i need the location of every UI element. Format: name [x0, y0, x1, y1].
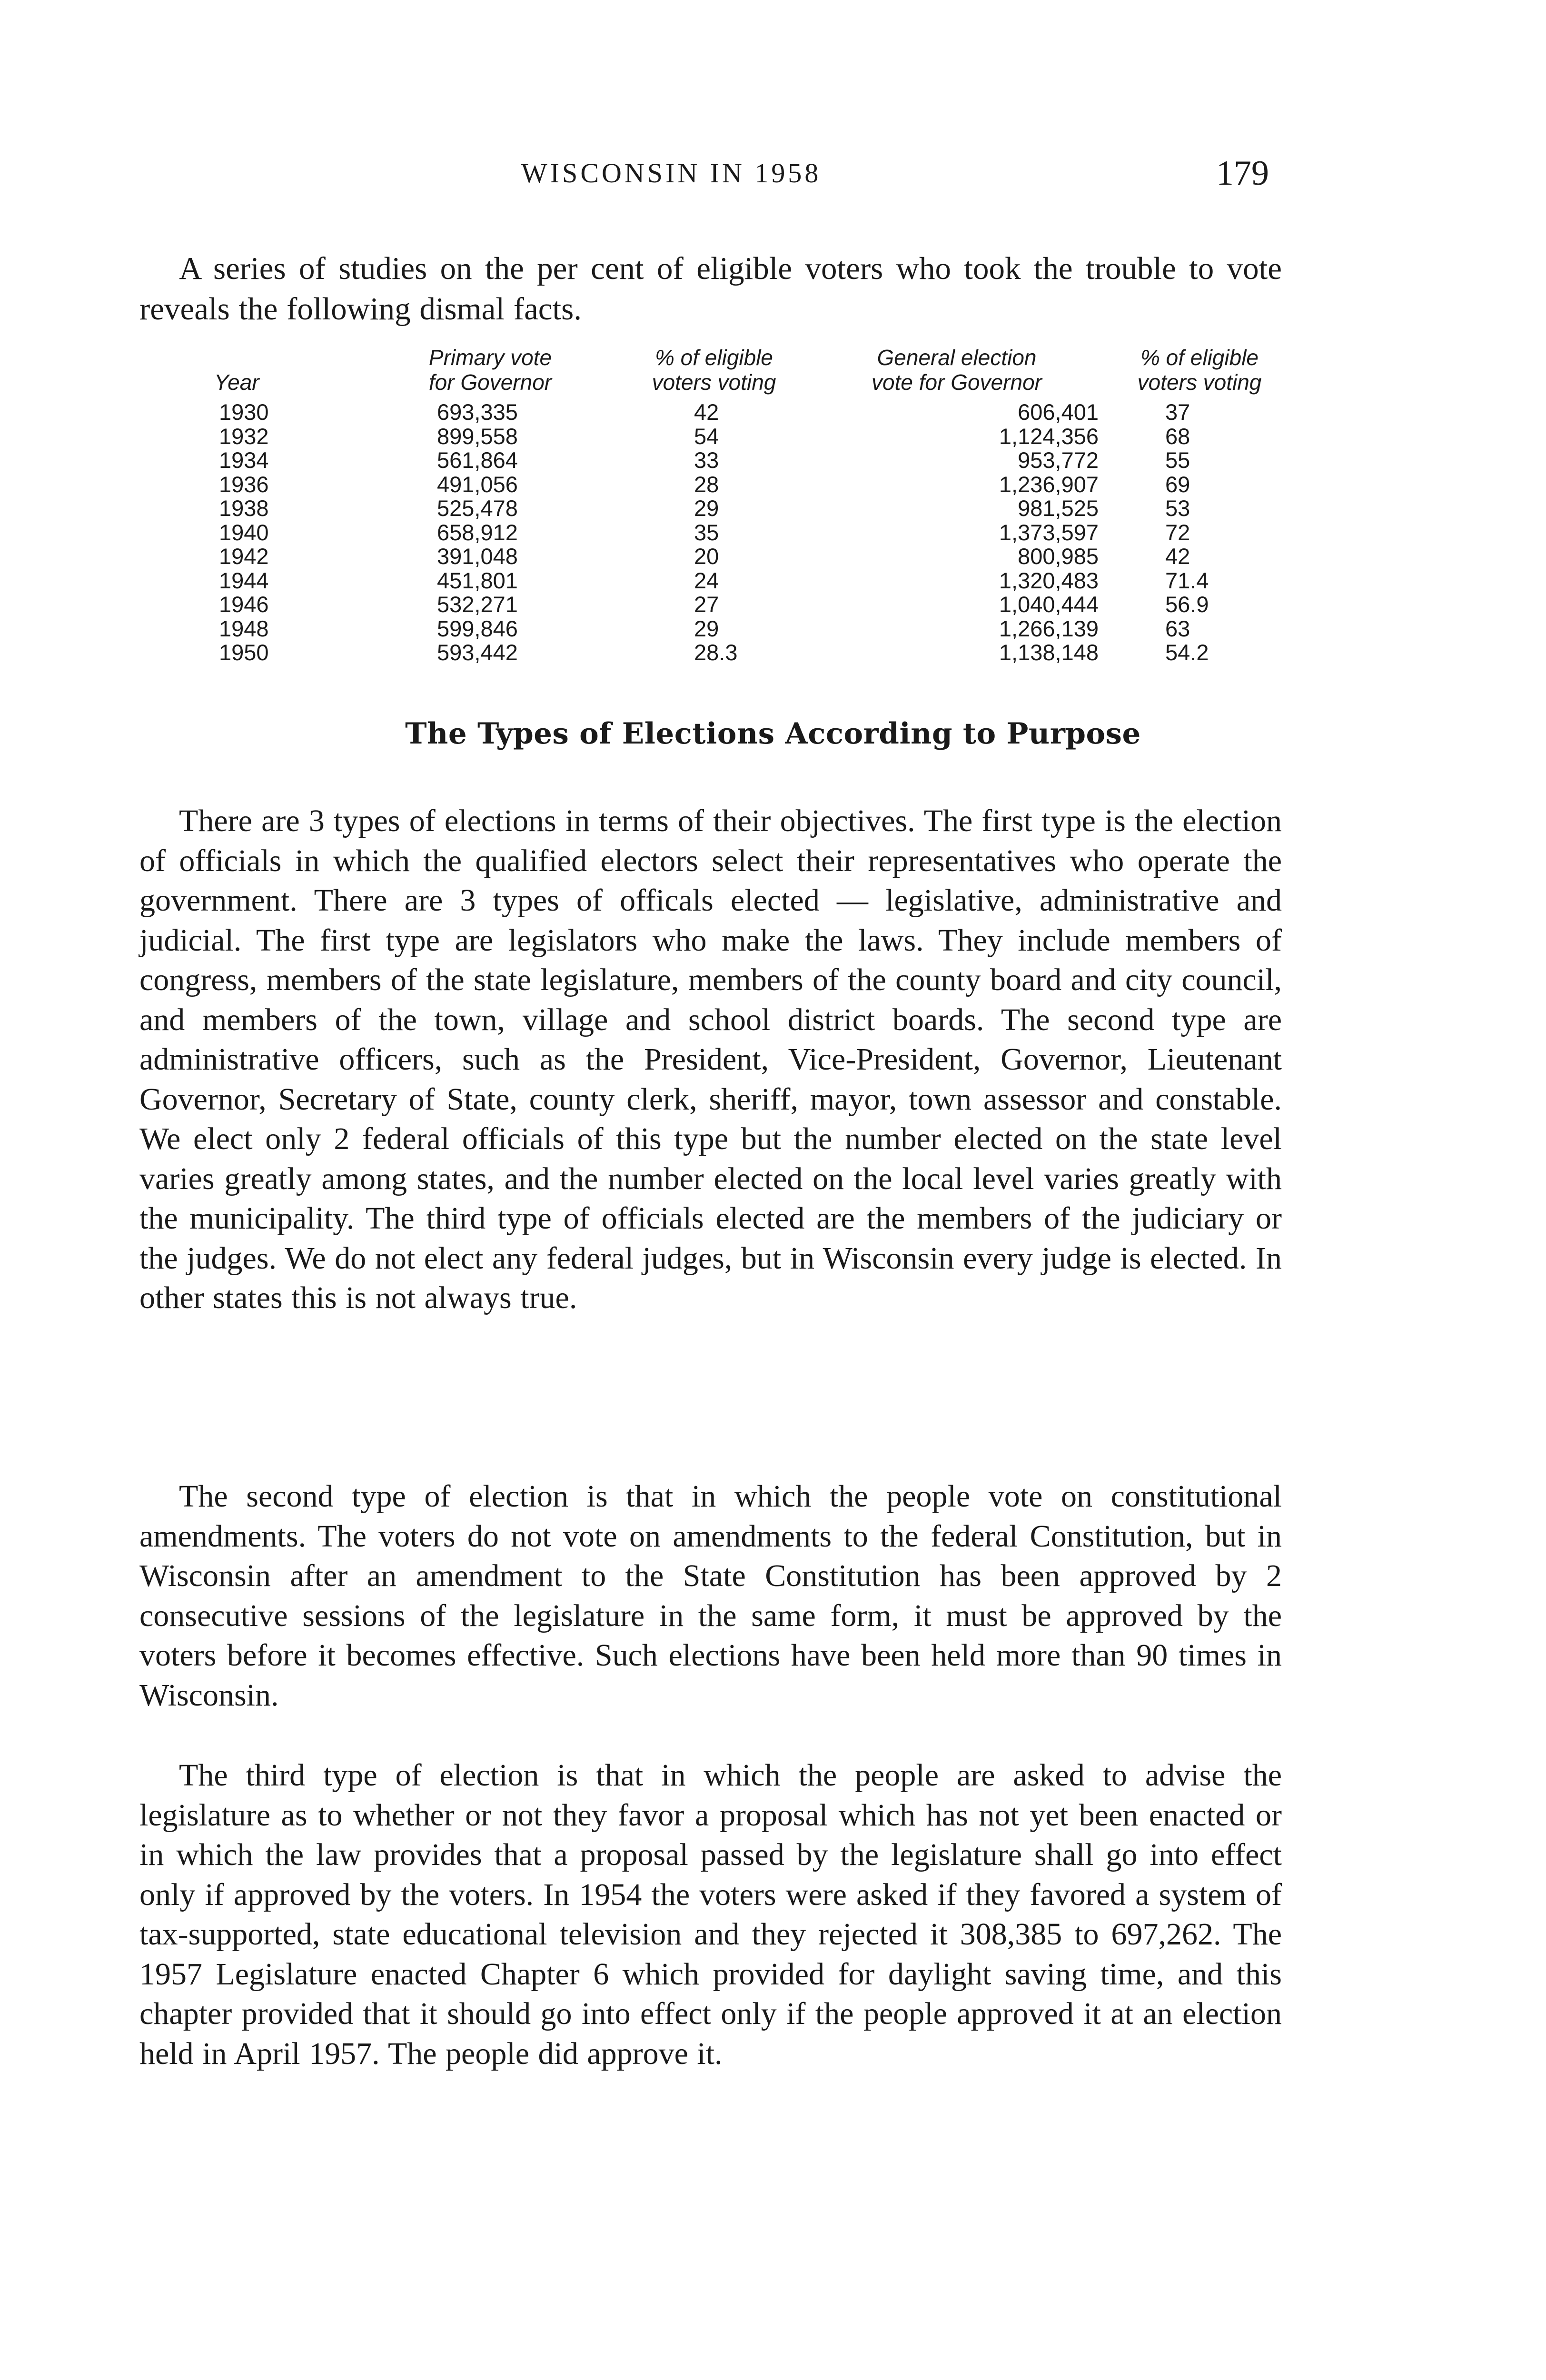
cell-year: 1950	[219, 640, 269, 665]
table-row	[209, 400, 1285, 425]
cell-general-vote: 1,124,356	[999, 423, 1099, 449]
cell-general-percent: 71.4	[1165, 567, 1209, 593]
cell-primary-percent: 28	[694, 471, 719, 497]
intro-paragraph: A series of studies on the per cent of eligible voters who took the trouble to vote reveals the following dismal facts.	[139, 251, 1282, 327]
cell-general-percent: 72	[1165, 519, 1190, 545]
cell-primary-vote: 599,846	[437, 615, 518, 641]
cell-primary-percent: 29	[694, 496, 719, 521]
table-row	[209, 425, 1285, 449]
cell-general-vote: 800,985	[1018, 544, 1099, 569]
cell-primary-percent: 42	[694, 399, 719, 425]
cell-year: 1932	[219, 423, 269, 449]
table-row	[209, 473, 1285, 497]
body-paragraph-2: The second type of election is that in which the people vote on constitutional amendments. The voters do not vote on amendments to the federal Constitution, but in Wisconsin after an amendment to the State Constitution has been approved by 2 consecutive sessions of the legislature in the same form, it must be approved by the voters before it becomes effective. Such elections have been held more than 90 times in Wisconsin.	[139, 1479, 1282, 1713]
cell-primary-vote: 525,478	[437, 496, 518, 521]
cell-general-percent: 63	[1165, 615, 1190, 641]
cell-general-vote: 606,401	[1018, 399, 1099, 425]
body-paragraph-1: There are 3 types of elections in terms of their objectives. The first type is the election of officials in which the qualified electors select their representatives who operate the government. There are 3 types of officals elected — legislative, administrative and judicial. The first type are legislators who make the laws. They include members of congress, members of the state legislature, members of the county board and city council, and members of the town, village and school district boards. The second type are administrative officers, such as the President, Vice-President, Governor, Lieutenant Governor, Secretary of State, county clerk, sheriff, mayor, town assessor and constable. We elect only 2 federal officials of this type but the number elected on the state level varies greatly among states, and the number elected on the local level varies greatly with the municipality. The third type of officials elected are the members of the judiciary or the judges. We do not elect any federal judges, but in Wisconsin every judge is elected. In other states this is not always true.	[139, 803, 1282, 1315]
header-pct1-line1: % of eligible	[654, 345, 773, 370]
cell-year: 1944	[219, 567, 269, 593]
cell-year: 1942	[219, 544, 269, 569]
body-paragraph-3: The third type of election is that in which the people are asked to advise the legislature as to whether or not they favor a proposal which has not yet been enacted or in which the law provides that a proposal passed by the legislature shall go into effect only if approved by the voters. In 1954 the voters were asked if they favored a system of tax-supported, state educational television and they rejected it 308,385 to 697,262. The 1957 Legislature enacted Chapter 6 which provided for daylight saving time, and this chapter provided that it should go into effect only if the people approved it at an election held in April 1957. The people did approve it.	[139, 1758, 1282, 2071]
cell-primary-percent: 54	[694, 423, 719, 449]
cell-year: 1938	[219, 496, 269, 521]
header-pct2-line2: voters voting	[1137, 370, 1262, 395]
header-general-line1: General election	[877, 345, 1037, 370]
cell-general-vote: 1,138,148	[999, 640, 1099, 665]
cell-year: 1946	[219, 592, 269, 617]
cell-primary-vote: 693,335	[437, 399, 518, 425]
cell-general-vote: 1,373,597	[999, 519, 1099, 545]
cell-primary-vote: 561,864	[437, 447, 518, 473]
table-row	[209, 641, 1285, 665]
section-heading: The Types of Elections According to Purpose	[405, 717, 1141, 751]
header-pct2-line1: % of eligible	[1140, 345, 1259, 370]
cell-primary-vote: 658,912	[437, 519, 518, 545]
cell-year: 1936	[219, 471, 269, 497]
cell-primary-percent: 29	[694, 615, 719, 641]
header-general-vote	[819, 345, 1095, 395]
page-number: 179	[1216, 154, 1269, 193]
table-body	[209, 400, 1285, 665]
table-row	[209, 448, 1285, 473]
cell-general-percent: 56.9	[1165, 592, 1209, 617]
header-pct1-line2: voters voting	[652, 370, 776, 395]
header-general-percent	[1104, 345, 1295, 395]
cell-primary-percent: 28.3	[694, 640, 738, 665]
cell-general-percent: 69	[1165, 471, 1190, 497]
cell-primary-percent: 33	[694, 447, 719, 473]
cell-general-vote: 953,772	[1018, 447, 1099, 473]
cell-general-percent: 53	[1165, 496, 1190, 521]
header-general-line2: vote for Governor	[872, 370, 1042, 395]
cell-primary-vote: 491,056	[437, 471, 518, 497]
cell-general-vote: 1,266,139	[999, 615, 1099, 641]
cell-primary-percent: 20	[694, 544, 719, 569]
header-year: Year	[214, 370, 259, 395]
voter-turnout-table	[209, 345, 1285, 678]
cell-year: 1940	[219, 519, 269, 545]
cell-primary-vote: 593,442	[437, 640, 518, 665]
cell-primary-percent: 27	[694, 592, 719, 617]
table-row	[209, 545, 1285, 569]
cell-general-vote: 1,236,907	[999, 471, 1099, 497]
table-row	[209, 569, 1285, 593]
table-row	[209, 593, 1285, 617]
header-primary-vote	[376, 345, 605, 395]
cell-general-percent: 55	[1165, 447, 1190, 473]
cell-general-percent: 42	[1165, 544, 1190, 569]
header-primary-line1: Primary vote	[428, 345, 552, 370]
header-primary-percent	[619, 345, 809, 395]
cell-year: 1948	[219, 615, 269, 641]
table-row	[209, 521, 1285, 545]
cell-primary-percent: 35	[694, 519, 719, 545]
running-head	[0, 154, 1546, 214]
table-row	[209, 496, 1285, 521]
cell-primary-vote: 899,558	[437, 423, 518, 449]
cell-primary-vote: 532,271	[437, 592, 518, 617]
cell-general-vote: 981,525	[1018, 496, 1099, 521]
cell-general-percent: 54.2	[1165, 640, 1209, 665]
cell-primary-percent: 24	[694, 567, 719, 593]
cell-general-vote: 1,040,444	[999, 592, 1099, 617]
cell-primary-vote: 391,048	[437, 544, 518, 569]
cell-general-vote: 1,320,483	[999, 567, 1099, 593]
cell-general-percent: 68	[1165, 423, 1190, 449]
table-row	[209, 617, 1285, 641]
cell-year: 1934	[219, 447, 269, 473]
cell-year: 1930	[219, 399, 269, 425]
cell-general-percent: 37	[1165, 399, 1190, 425]
header-primary-line2: for Governor	[428, 370, 552, 395]
cell-primary-vote: 451,801	[437, 567, 518, 593]
running-title: WISCONSIN IN 1958	[521, 158, 822, 188]
